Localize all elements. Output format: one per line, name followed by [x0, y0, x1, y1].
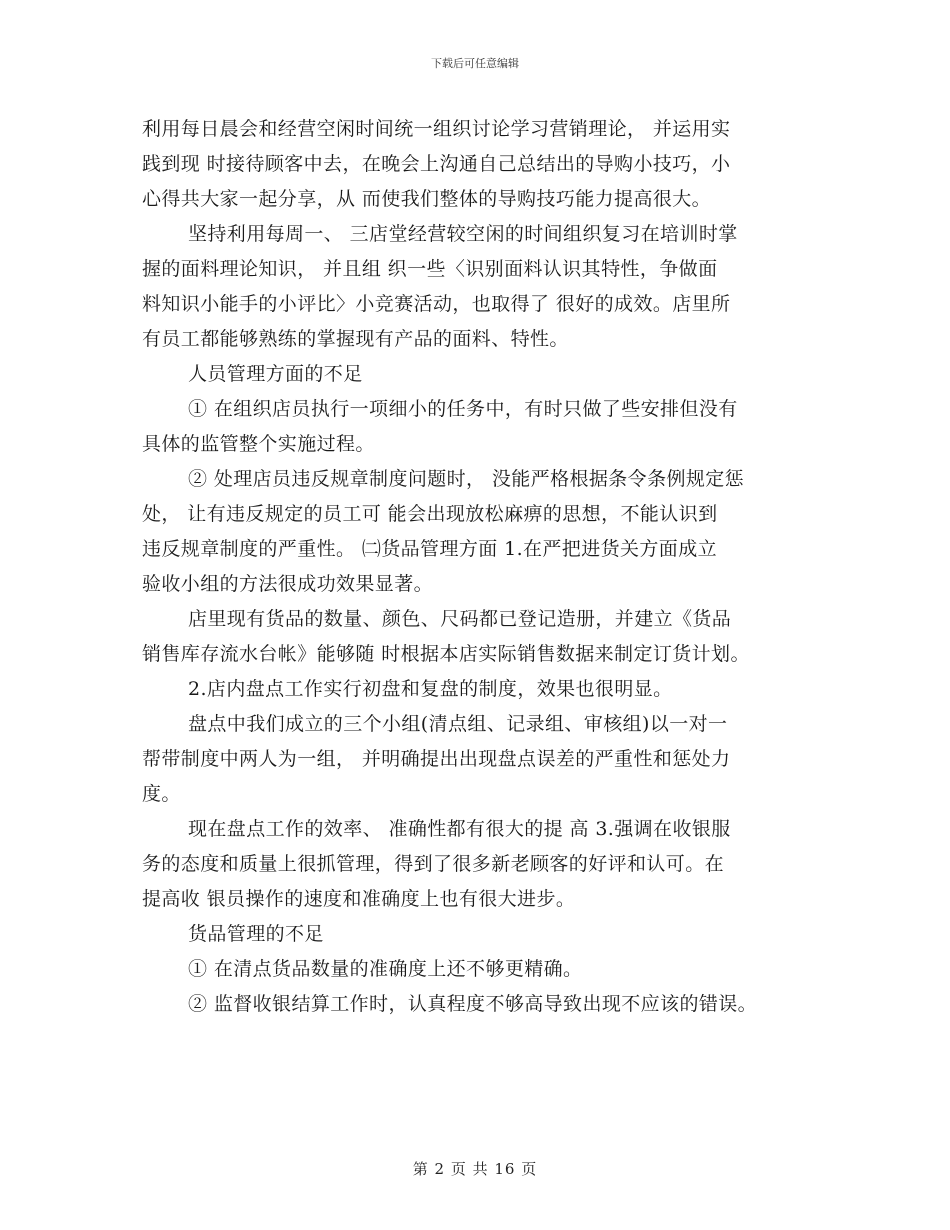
page-footer: 第 2 页 共 16 页 [412, 1160, 538, 1178]
text-line: 处， 让有违反规定的员工可 能会出现放松麻痹的思想，不能认识到 [142, 503, 718, 525]
text-line: 度。 [142, 783, 181, 805]
text-line: 验收小组的方法很成功效果显著。 [142, 573, 434, 595]
section-heading: 货品管理的不足 [188, 923, 324, 945]
text-line: 务的态度和质量上很抓管理，得到了很多新老顾客的好评和认可。在 [142, 853, 725, 875]
text-line: 握的面料理论知识， 并且组 织一些〈识别面料认识其特性，争做面 [142, 258, 718, 280]
text-line: ② 处理店员违反规章制度问题时， 没能严格根据条令条例规定惩 [188, 468, 745, 490]
document-body [142, 112, 822, 1022]
text-line: 盘点中我们成立的三个小组(清点组、记录组、审核组)以一对一 [188, 713, 728, 735]
text-line: 具体的监管整个实施过程。 [142, 433, 375, 455]
text-line: 利用每日晨会和经营空闲时间统一组织讨论学习营销理论， 并运用实 [142, 118, 731, 140]
text-line: 帮带制度中两人为一组， 并明确提出出现盘点误差的严重性和惩处力 [142, 748, 731, 770]
text-line: 2.店内盘点工作实行初盘和复盘的制度，效果也很明显。 [188, 678, 673, 700]
section-heading: 人员管理方面的不足 [188, 363, 363, 385]
page-header: 下载后可任意编辑 [431, 57, 519, 70]
text-line: 违反规章制度的严重性。 ㈡货品管理方面 1.在严把进货关方面成立 [142, 538, 718, 560]
text-line: ① 在清点货品数量的准确度上还不够更精确。 [188, 958, 583, 980]
text-line: 心得共大家一起分享，从 而使我们整体的导购技巧能力提高很大。 [142, 188, 712, 210]
text-line: ② 监督收银结算工作时，认真程度不够高导致出现不应该的错误。 [188, 993, 758, 1015]
text-line: 有员工都能够熟练的掌握现有产品的面料、特性。 [142, 328, 569, 350]
text-line: 践到现 时接待顾客中去，在晚会上沟通自己总结出的导购小技巧，小 [142, 153, 731, 175]
text-line: 店里现有货品的数量、颜色、尺码都已登记造册，并建立《货品 [188, 608, 732, 630]
text-line: 销售库存流水台帐》能够随 时根据本店实际销售数据来制定订货计划。 [142, 643, 750, 665]
text-line: 坚持利用每周一、 三店堂经营较空闲的时间组织复习在培训时掌 [188, 223, 738, 245]
text-line: 料知识小能手的小评比〉小竞赛活动，也取得了 很好的成效。店里所 [142, 293, 731, 315]
text-line: 现在盘点工作的效率、 准确性都有很大的提 高 3.强调在收银服 [188, 818, 731, 840]
text-line: ① 在组织店员执行一项细小的任务中，有时只做了些安排但没有 [188, 398, 738, 420]
text-line: 提高收 银员操作的速度和准确度上也有很大进步。 [142, 888, 576, 910]
